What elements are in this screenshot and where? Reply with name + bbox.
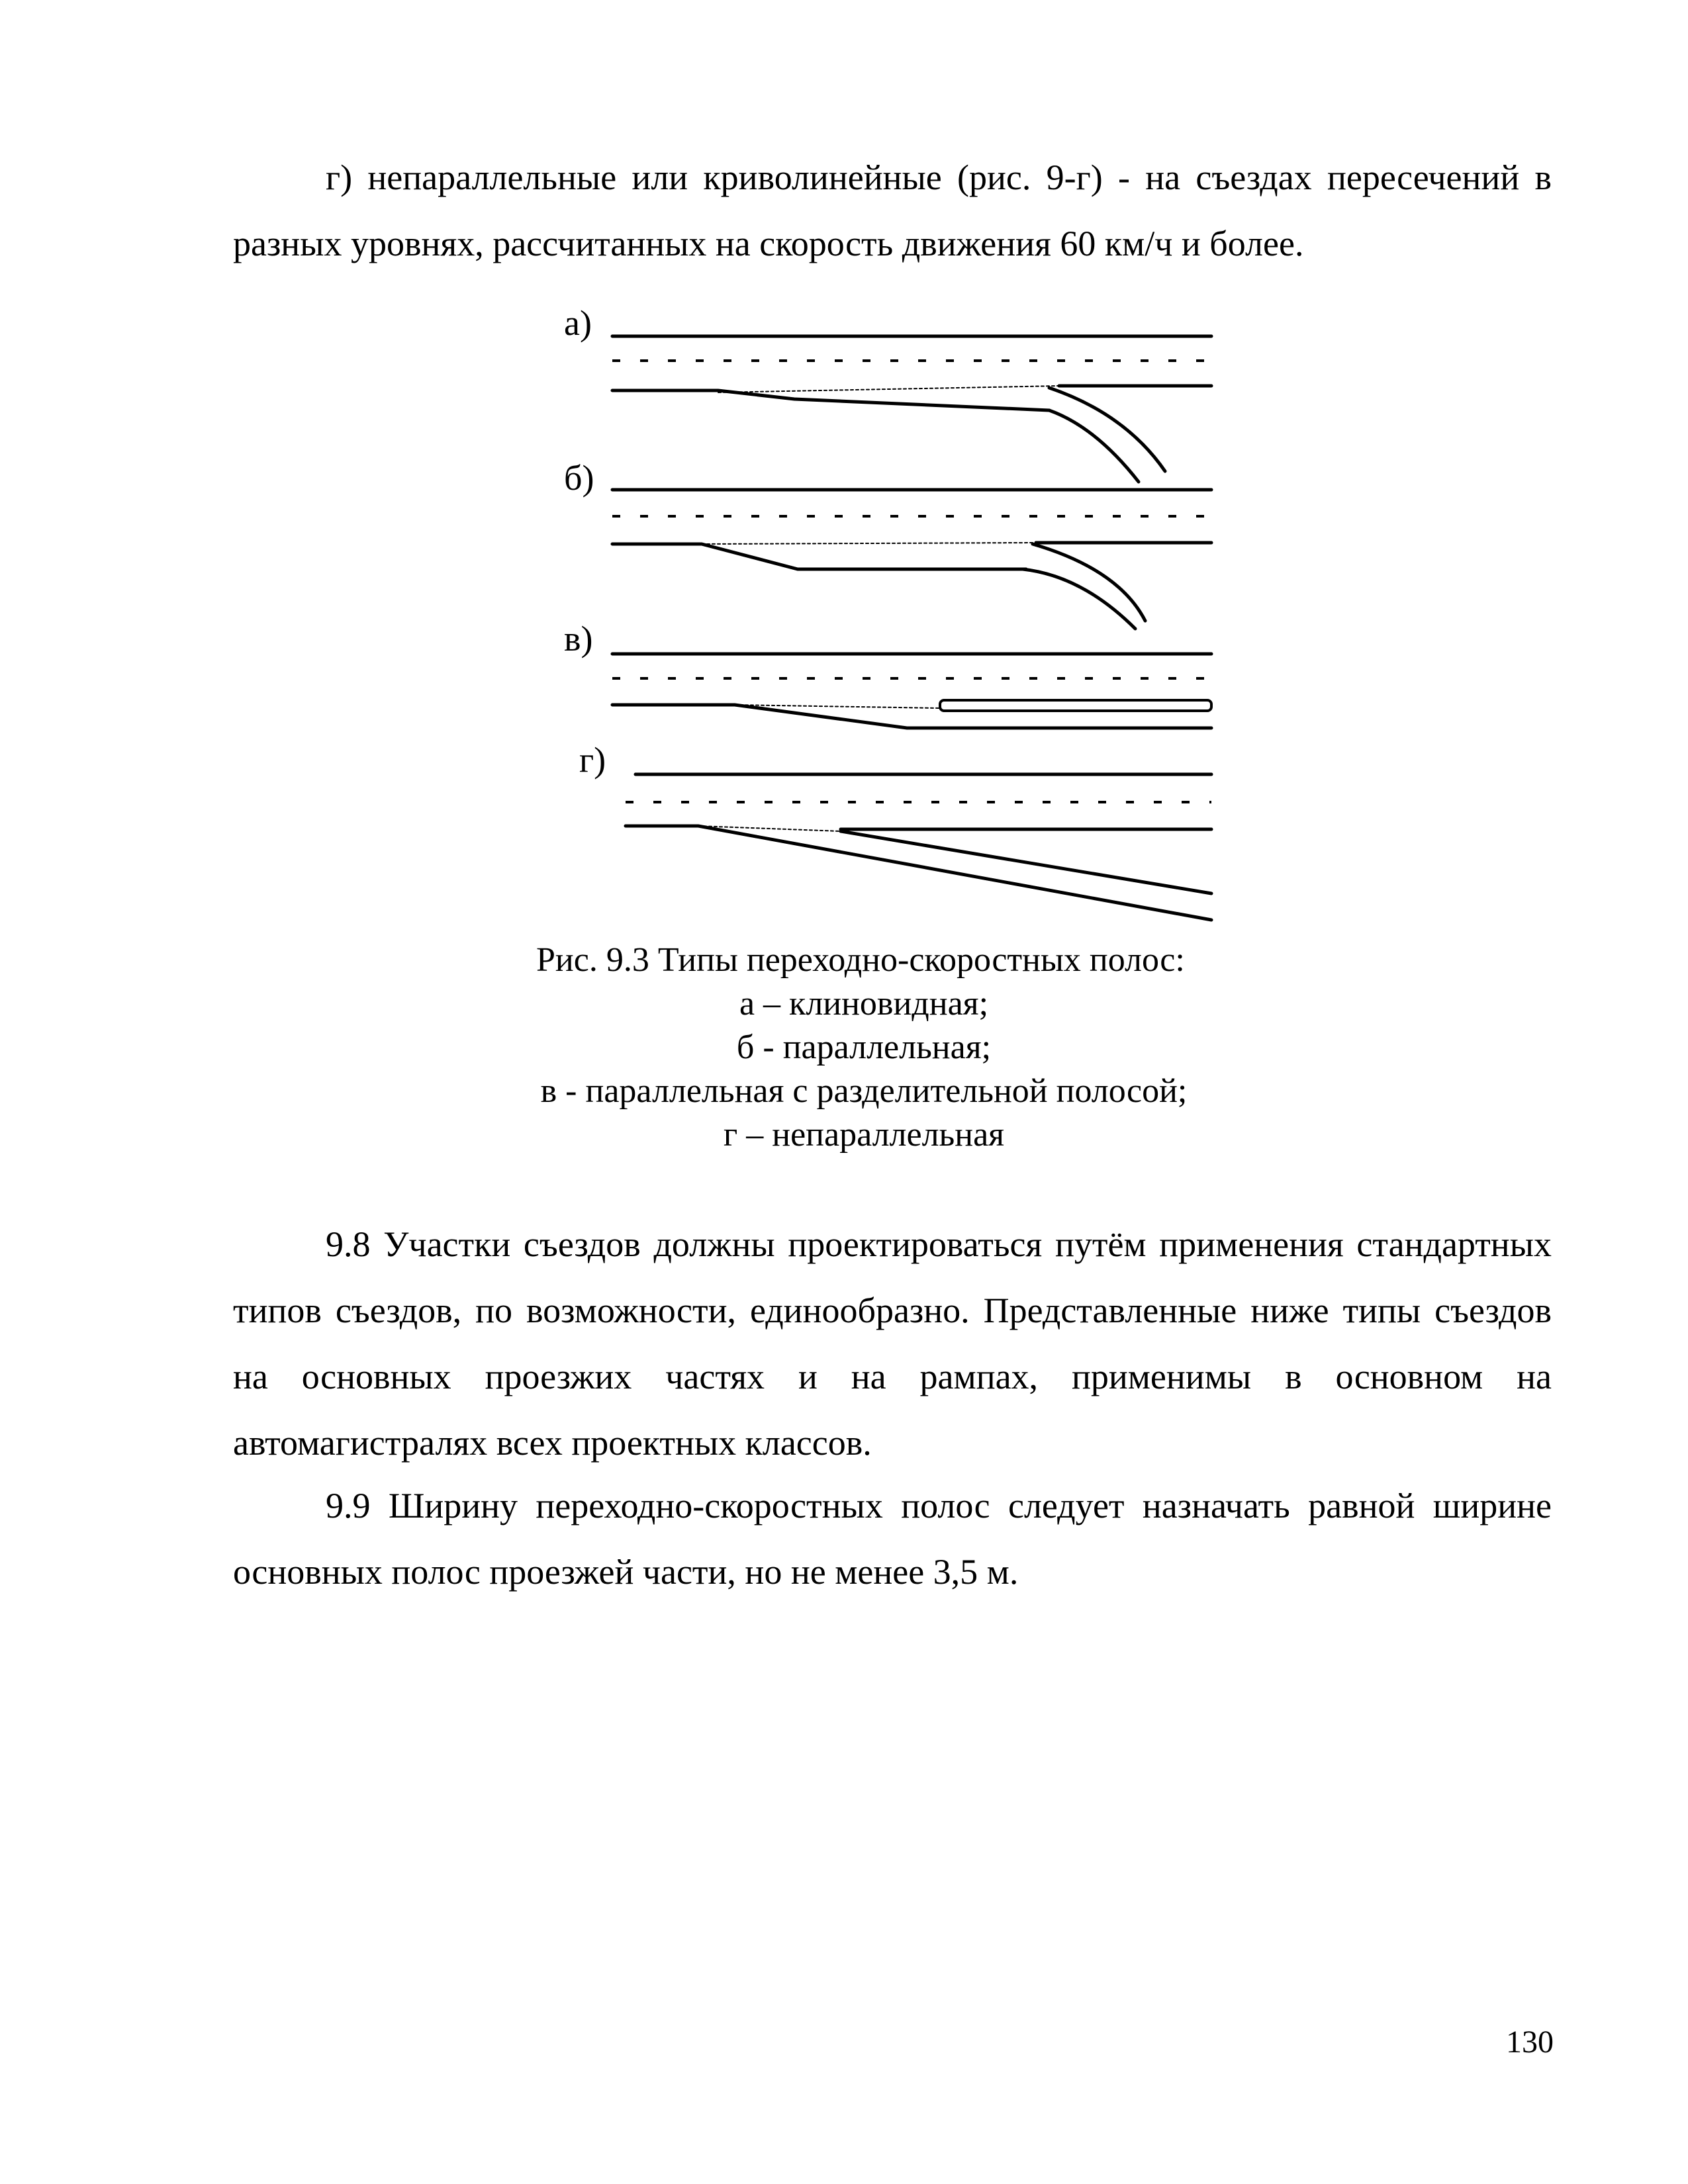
caption-item-v: в - параллельная с разделительной полосой; (540, 1072, 1188, 1110)
diagram-b-label: б) (564, 458, 594, 498)
figure-9-3 (543, 285, 1258, 946)
caption-title: Рис. 9.3 Типы переходно-скоростных полос: (536, 941, 1185, 979)
diagram-b-curve-inner (1023, 569, 1135, 629)
intro-paragraph: г) непараллельные или криволинейные (рис. 9-г) - на съездах пересечений в разных уровнях, рассчитанных на скорость движения 60 км/ч и более. (233, 158, 1552, 263)
diagram-a-curve-outer (1049, 388, 1165, 471)
diagram-v (612, 654, 1211, 728)
page-number: 130 (1506, 2025, 1554, 2060)
caption-item-g: г – непараллельная (723, 1116, 1005, 1154)
diagram-a (612, 336, 1211, 482)
diagram-v-separation-strip (940, 700, 1211, 711)
diagram-v-label: в) (564, 619, 593, 659)
diagram-b-curve-outer (1033, 544, 1145, 621)
paragraph-9-9: 9.9 Ширину переходно-скоростных полос следует назначать равной ширине основных полос проезжей части, но не менее 3,5 м. (233, 1486, 1552, 1592)
diagram-a-curve-inner (1049, 410, 1139, 482)
diagram-a-wedge-edge (612, 390, 1049, 410)
figure-caption (424, 938, 1304, 1157)
diagram-g-label: г) (579, 740, 606, 780)
diagram-a-dotted-line (718, 386, 1059, 392)
caption-item-b: б - параллельная; (736, 1028, 992, 1066)
caption-item-a: а – клиновидная; (739, 985, 989, 1023)
diagram-b-dotted-line (702, 543, 1036, 544)
lane-diagrams (543, 285, 1258, 946)
diagram-b (612, 490, 1211, 629)
paragraph-9-8: 9.8 Участки съездов должны проектироваться путём применения стандартных типов съездов, по возможности, единообразно. Представленные ниже типы съездов на основных проезжих частях и на рампах, применимы в основном на автомагистралях всех проектных классов. (233, 1224, 1552, 1463)
diagram-b-lane-edge (612, 544, 1026, 569)
diagram-g (626, 774, 1211, 920)
diagram-g-lane-edge (626, 826, 1211, 920)
diagram-a-label: а) (564, 303, 592, 343)
